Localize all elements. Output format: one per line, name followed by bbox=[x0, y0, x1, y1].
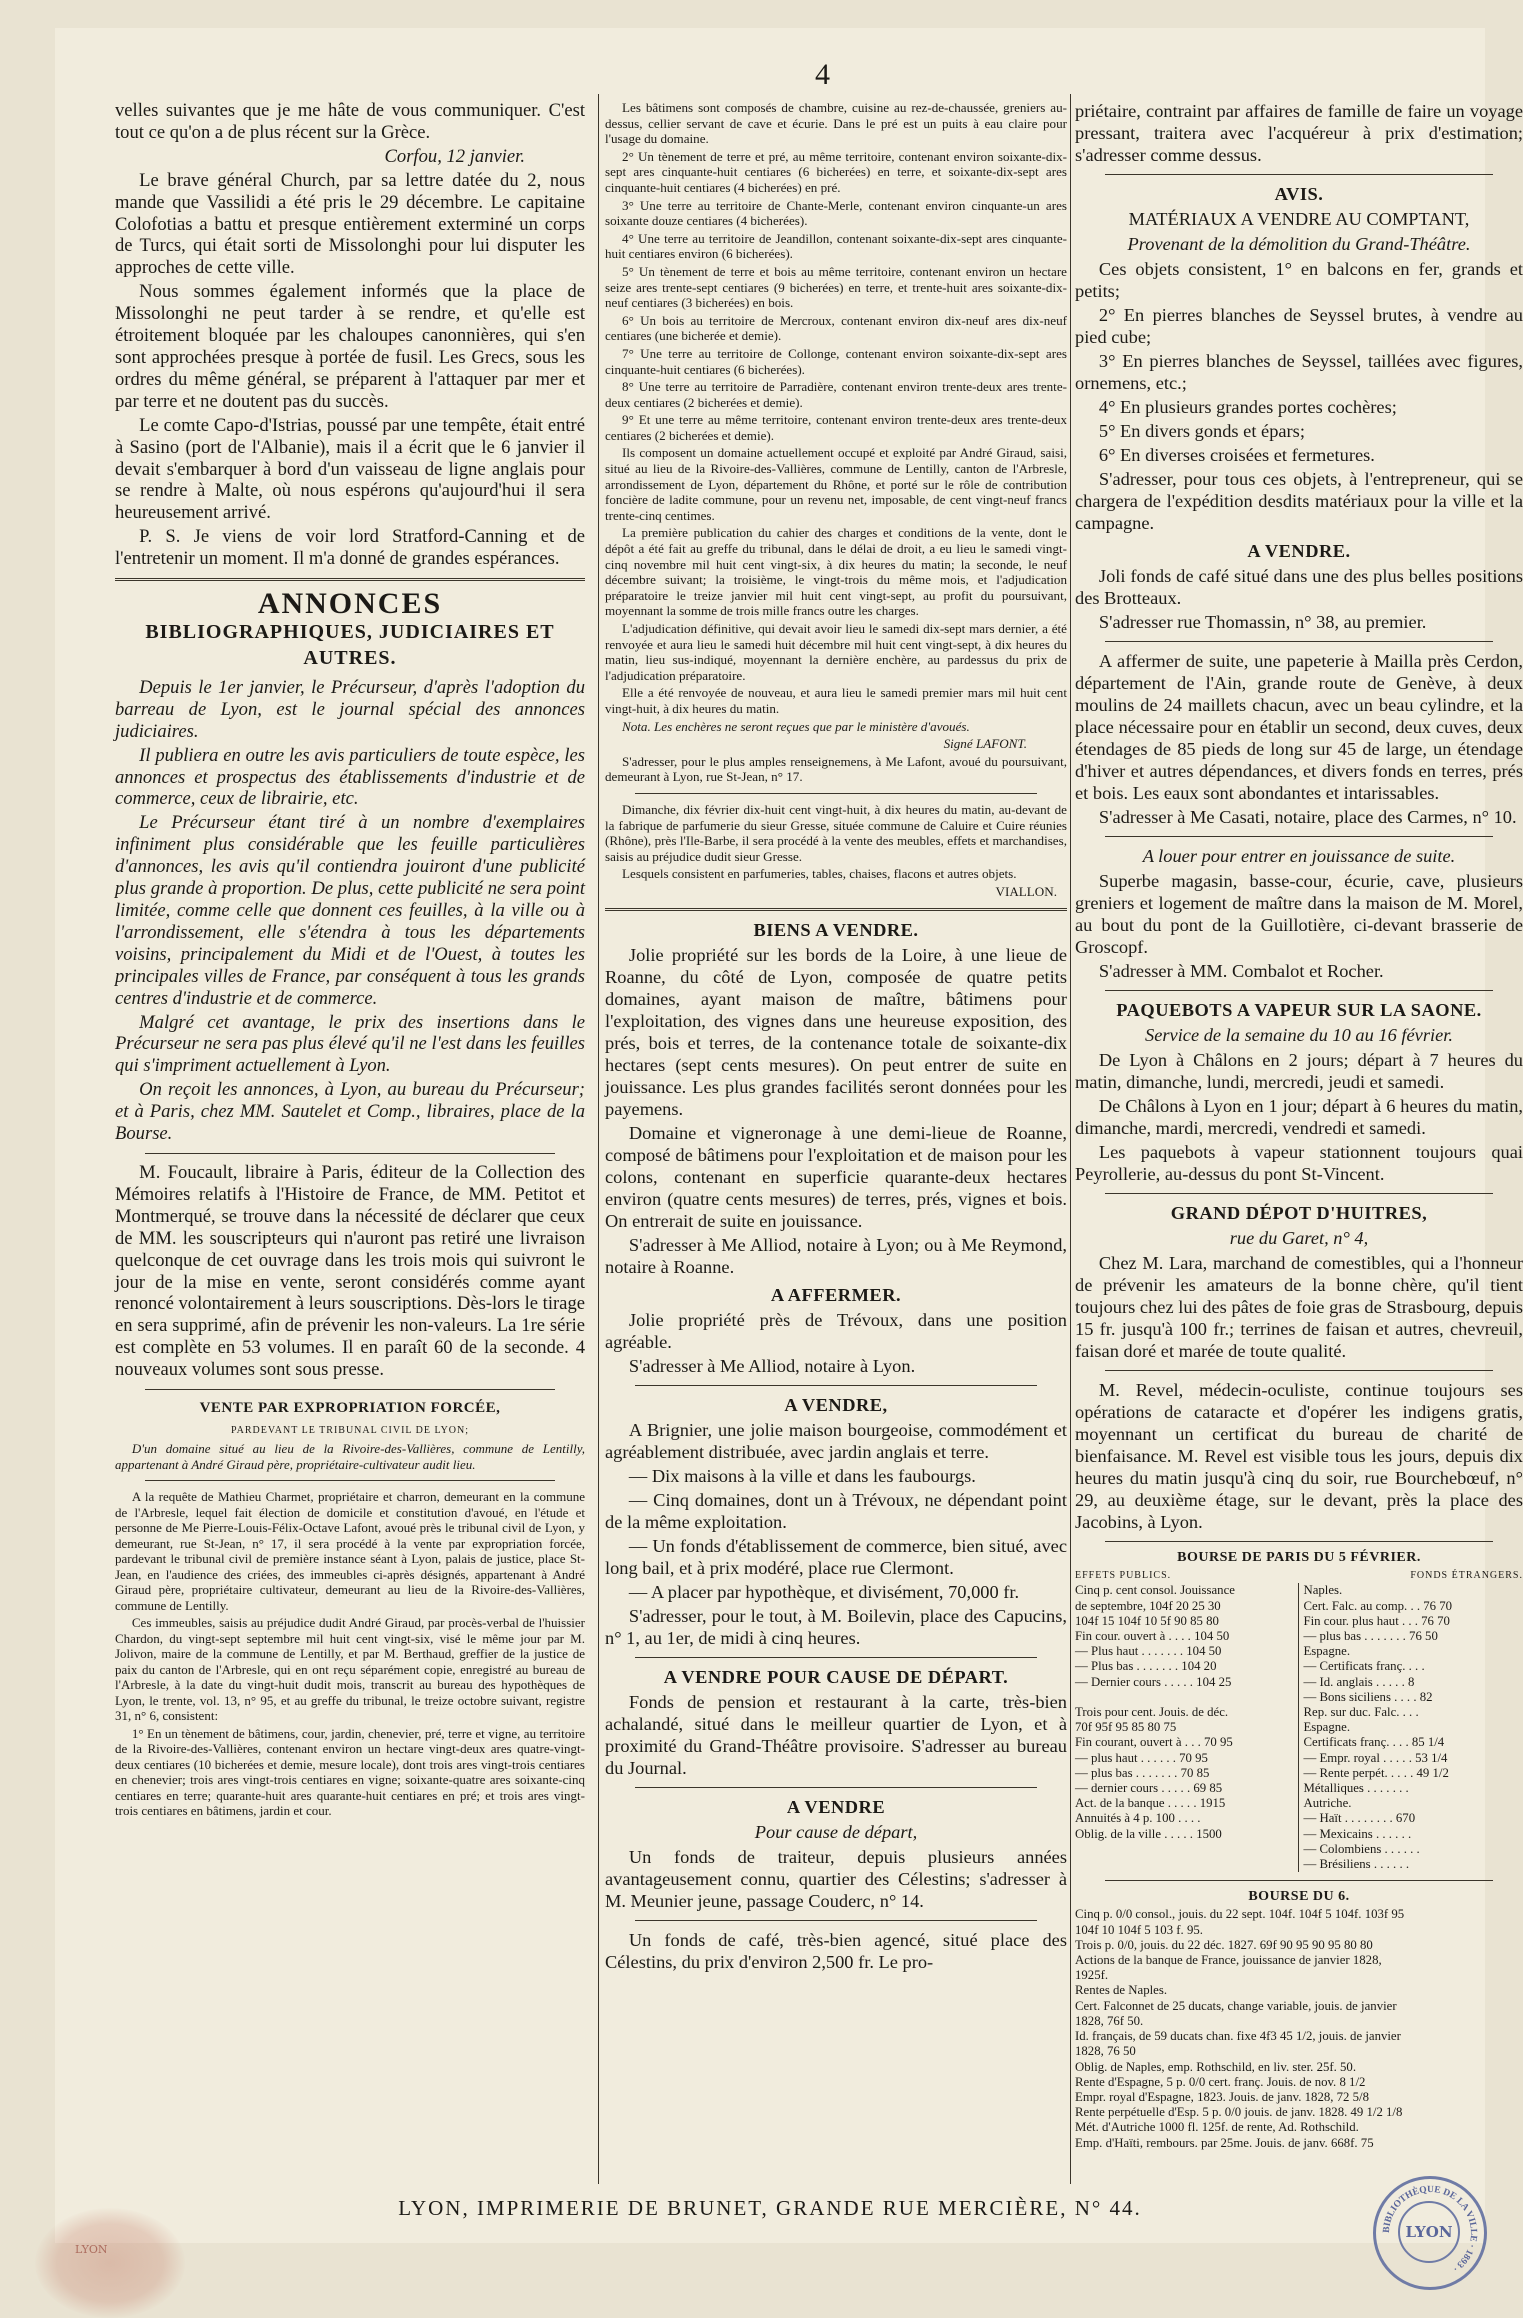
divider bbox=[605, 908, 1067, 911]
bourse-line: Naples. bbox=[1303, 1583, 1343, 1598]
vente-paragraph: 8° Une terre au territoire de Parradière, contenant environ trente-deux ares trente-deux centiares (2 bicherées et demie). bbox=[605, 379, 1067, 410]
bourse-line: Fin cour. plus haut . . . 76 70 bbox=[1303, 1613, 1450, 1628]
column-rule-2 bbox=[1070, 94, 1071, 2184]
bourse-line bbox=[1075, 1690, 1295, 1705]
bourse-line: — Certificats franç. . . . bbox=[1303, 1659, 1425, 1674]
avis-title: AVIS. bbox=[1274, 184, 1324, 204]
bourse-line: Autriche. bbox=[1303, 1796, 1352, 1811]
bourse-line: Cinq p. cent consol. Jouissance bbox=[1075, 1583, 1235, 1598]
bourse-line: — plus bas . . . . . . . 70 85 bbox=[1075, 1765, 1210, 1780]
bourse-line: — Plus bas . . . . . . . 104 20 bbox=[1075, 1659, 1217, 1674]
bourse-line: — Rente perpét. . . . . 49 1/2 bbox=[1303, 1765, 1449, 1780]
postscript: P. S. Je viens de voir lord Stratford-Canning et de l'entretenir un moment. Il m'a donné de grandes espérances. bbox=[115, 526, 585, 570]
bourse-line: Annuités à 4 p. 100 . . . . bbox=[1075, 1811, 1201, 1826]
divider bbox=[145, 1153, 555, 1154]
bourse-line: Trois pour cent. Jouis. de déc. bbox=[1075, 1705, 1229, 1720]
annonce-paragraph: Depuis le 1er janvier, le Précurseur, d'après l'adoption du barreau de Lyon, est le journal spécial des annonces judiciaires. bbox=[115, 676, 585, 742]
vente-paragraph: Les bâtimens sont composés de chambre, cuisine au rez-de-chaussée, greniers au-dessus, cellier servant de cave et écurie. Dans le pré est un puits à eau claire pour l'usage du domaine. bbox=[605, 100, 1067, 147]
vendre-paragraph: — Dix maisons à la ville et dans les faubourgs. bbox=[628, 1465, 976, 1486]
bourse-columns bbox=[1075, 1583, 1523, 1872]
bourse6-line: 1828, 76 50 bbox=[1075, 2044, 1136, 2059]
divider bbox=[145, 1480, 555, 1481]
bourse6-line: Cert. Falconnet de 25 ducats, change variable, jouis. de janvier bbox=[1075, 1998, 1397, 2013]
a-vendre-paragraph: Joli fonds de café situé dans une des plus belles positions des Brotteaux. bbox=[1075, 566, 1523, 608]
bourse-line: — Plus haut . . . . . . . 104 50 bbox=[1075, 1644, 1222, 1659]
vente-paragraph: 2° Un tènement de terre et pré, au même territoire, contenant environ soixante-dix-sept ares cinquante-huit centiares (6 bicherées) en terre, et soixante-dix-sept ares cinquante-huit centiares (4 bicherées) en pré. bbox=[605, 148, 1067, 195]
annonces-title: ANNONCES bbox=[257, 587, 443, 621]
bourse-line: Act. de la banque . . . . . 1915 bbox=[1075, 1796, 1226, 1811]
bourse6-line: 1925f. bbox=[1075, 1968, 1109, 1983]
vente-subtitle: PARDEVANT LE TRIBUNAL CIVIL DE LYON; bbox=[230, 1424, 470, 1436]
annonces-subtitle: BIBLIOGRAPHIQUES, JUDICIAIRES ET AUTRES. bbox=[145, 620, 555, 669]
bourse-line: — plus bas . . . . . . . 76 50 bbox=[1303, 1629, 1438, 1644]
red-library-stamp: LYON bbox=[35, 2208, 185, 2318]
avis-subtitle-2: Provenant de la démolition du Grand-Théâtre. bbox=[1127, 234, 1471, 254]
bourse6-line: Emp. d'Haïti, rembours. par 25me. Jouis. de janv. 668f. 75 bbox=[1075, 2135, 1374, 2150]
bourse-line: — Haït . . . . . . . . 670 bbox=[1303, 1811, 1416, 1826]
materiaux-item: 4° En plusieurs grandes portes cochères; bbox=[1098, 397, 1397, 417]
bourse6-line: Rentes de Naples. bbox=[1075, 1983, 1168, 1998]
vente-paragraph: A la requête de Mathieu Charmet, propriétaire et charron, demeurant en la commune de l'Arbresle, lequel fait élection de domicile et constitution d'avoué, en l'étude et personne de Me Pierre-Louis-Félix-Octave Lafont, avoué près le tribunal civil de Lyon, y demeurant, rue St-Jean, n° 17, il sera procédé à la vente par expropriation forcée, pardevant le tribunal civil de première instance séant à Lyon, palais de justice, place St-Jean, en l'audience des criées, des immeubles ci-après désignés, appartenant à André Giraud père, propriétaire cultivateur, demeurant au lieu de la Rivoire-des-Vallières, commune de Lentilly. bbox=[115, 1489, 585, 1613]
paquebots-paragraph: Les paquebots à vapeur stationnent toujours quai Peyrollerie, au-dessus du pont St-Vincent. bbox=[1075, 1142, 1523, 1184]
biens-paragraph: Domaine et vigneronage à une demi-lieue de Roanne, composé de bâtimens pour l'exploitation et de maison pour les colons, contenant en superficie quarante-deux hectares environ (quatre cents mesures) de terres, prés, vignes et bois. On entrerait de suite en jouissance. bbox=[605, 1122, 1067, 1231]
column-3 bbox=[1075, 100, 1523, 2180]
bourse6-line: 1828, 76f 50. bbox=[1075, 2013, 1144, 2028]
louer-paragraph: Superbe magasin, basse-cour, écurie, cave, plusieurs greniers et logement de maître dans la maison de M. Morel, au bout du pont de la Guillotière, ci-devant brasserie de Groscopf. bbox=[1075, 871, 1523, 957]
affermer-paragraph: S'adresser à Me Alliod, notaire à Lyon. bbox=[628, 1355, 916, 1376]
paquebots-paragraph: De Châlons à Lyon en 1 jour; départ à 6 heures du matin, dimanche, mardi, mercredi, vendredi et samedi. bbox=[1075, 1096, 1523, 1138]
divider bbox=[635, 1657, 1037, 1658]
vente-meubles: Dimanche, dix février dix-huit cent vingt-huit, à dix heures du matin, au-devant de la fabrique de parfumerie du sieur Gresse, située commune de Caluire et Cuire réunies (Rhône), près l'Ile-Barbe, il sera procédé à la vente des meubles, effets et marchandises, saisis au préjudice dudit sieur Gresse. bbox=[605, 801, 1067, 864]
bourse-title: BOURSE DE PARIS DU 5 FÉVRIER. bbox=[1177, 1550, 1421, 1565]
bourse6-line: Rente d'Espagne, 5 p. 0/0 cert. franç. Jouis. de nov. 8 1/2 bbox=[1075, 2074, 1366, 2089]
vente-paragraph: La première publication du cahier des charges et conditions de la vente, dont le dépôt a été fait au greffe du tribunal, dans le délai de droit, a eu lieu le samedi vingt-cinq novembre mil huit cent vingt-six, à dix heures du matin; la seconde, le neuf décembre suivant; la troisième, le vingt-trois du même mois, et l'adjudication préparatoire le treize janvier mil huit cent vingt-sept, au profit du poursuivant, moyennant la somme de trois mille francs outre les charges. bbox=[605, 525, 1067, 619]
bourse-line: — Empr. royal . . . . . 53 1/4 bbox=[1303, 1750, 1448, 1765]
bourse-line: 104f 15 104f 10 5f 90 85 80 bbox=[1075, 1613, 1219, 1628]
paquebots-title: PAQUEBOTS A VAPEUR SUR LA SAONE. bbox=[1116, 1000, 1482, 1020]
divider bbox=[1105, 1193, 1493, 1194]
bourse-line: — Colombiens . . . . . . bbox=[1303, 1841, 1420, 1856]
news-paragraph: velles suivantes que je me hâte de vous communiquer. C'est tout ce qu'on a de plus récent sur la Grèce. bbox=[115, 100, 585, 143]
vente-paragraph: 4° Une terre au territoire de Jeandillon, contenant soixante-dix-sept ares cinquante-huit centiares environ (6 bicherées). bbox=[605, 230, 1067, 262]
bourse-line: Certificats franç. . . . 85 1/4 bbox=[1303, 1735, 1445, 1750]
bourse6-line: 104f 10 104f 5 103 f. 95. bbox=[1075, 1922, 1203, 1937]
divider bbox=[1105, 1880, 1493, 1881]
annonce-paragraph: On reçoit les annonces, à Lyon, au bureau du Précurseur; et à Paris, chez MM. Sautelet et Comp., libraires, place de la Bourse. bbox=[115, 1079, 585, 1145]
signature: VIALLON. bbox=[995, 883, 1057, 899]
bourse-line: 70f 95f 95 85 80 75 bbox=[1075, 1720, 1177, 1735]
paquebots-paragraph: De Lyon à Châlons en 2 jours; départ à 7 heures du matin, dimanche, lundi, mercredi, jeudi et samedi. bbox=[1075, 1050, 1523, 1092]
huitres-paragraph: Chez M. Lara, marchand de comestibles, qui a l'honneur de prévenir les amateurs de la bonne chère, qu'il tient toujours chez lui des pâtes de foie gras de Strasbourg, depuis 15 fr. jusqu'à 100 fr.; terrines de faisan et autres, chevreuil, faisan doré et marée de toute qualité. bbox=[1075, 1253, 1523, 1361]
vendre-paragraph: — A placer par hypothèque, et divisément, 70,000 fr. bbox=[628, 1581, 1020, 1602]
vendre2-paragraph: Un fonds de café, très-bien agencé, situé place des Célestins, du prix d'environ 2,500 fr. Le pro- bbox=[605, 1929, 1067, 1972]
affermer-paragraph: Jolie propriété près de Trévoux, dans une position agréable. bbox=[605, 1309, 1067, 1352]
vente-description: D'un domaine situé au lieu de la Rivoire-des-Vallières, commune de Lentilly, appartenant à André Giraud père, propriétaire-cultivateur audit lieu. bbox=[115, 1441, 585, 1472]
bourse-line: Oblig. de la ville . . . . . 1500 bbox=[1075, 1826, 1222, 1841]
divider bbox=[1105, 836, 1493, 837]
bourse-line: Métalliques . . . . . . . bbox=[1303, 1781, 1409, 1796]
bourse6-line: Cinq p. 0/0 consol., jouis. du 22 sept. 104f. 104f 5 104f. 103f 95 bbox=[1075, 1907, 1405, 1922]
bourse-line: — Bons siciliens . . . . 82 bbox=[1303, 1689, 1433, 1704]
vente-paragraph: 5° Un tènement de terre et bois au même territoire, contenant environ un hectare seize ares trente-sept centiares (9 bicherées) en terre, et trente-huit ares soixante-dix-neuf centiares (3 bicherées) en bois. bbox=[605, 263, 1067, 311]
bourse-line: Espagne. bbox=[1303, 1644, 1351, 1659]
vente-paragraph: Elle a été renvoyée de nouveau, et aura lieu le samedi premier mars mil huit cent vingt-huit, à dix heures du matin. bbox=[605, 685, 1067, 716]
vente-paragraph: S'adresser, pour le plus amples renseignemens, à Me Lafont, avoué du poursuivant, demeurant à Lyon, rue St-Jean, n° 17. bbox=[605, 753, 1067, 785]
vendre-paragraph: S'adresser, pour le tout, à M. Boilevin, place des Capucins, n° 1, au 1er, de midi à cinq heures. bbox=[605, 1605, 1067, 1648]
news-paragraph: Le brave général Church, par sa lettre datée du 2, nous mande que Vassilidi a été pris le 29 décembre. Le capitaine Colofotias a battu et presque entièrement exterminé un corps de Turcs, qui était sorti de Missolonghi pour lui disputer les approches de cette ville. bbox=[115, 169, 585, 279]
bourse6-line: Id. français, de 59 ducats chan. fixe 4f3 45 1/2, jouis. de janvier bbox=[1075, 2029, 1401, 2044]
revel-paragraph: M. Revel, médecin-oculiste, continue toujours ses opérations de cataracte et d'opérer les indigens gratis, moyennant un certificat du bureau de charité de bienfaisance. M. Revel est visible tous les jours, depuis dix heures du matin jusqu'à cinq du soir, rue Bourchebœuf, n° 29, au deuxième étage, sur le devant, près la place des Jacobins, à Lyon. bbox=[1075, 1380, 1523, 1532]
bourse6-line: Trois p. 0/0, jouis. du 22 déc. 1827. 69f 90 95 90 95 80 80 bbox=[1075, 1937, 1373, 1952]
column-1 bbox=[115, 100, 585, 2170]
bourse-header-right: FONDS ÉTRANGERS. bbox=[1410, 1570, 1523, 1582]
materiaux-item: S'adresser, pour tous ces objets, à l'entrepreneur, qui se chargera de l'expédition desdits matériaux pour la ville et la campagne. bbox=[1075, 469, 1523, 533]
news-paragraph: Nous sommes également informés que la place de Missolonghi ne peut tarder à se rendre, et qu'elle est étroitement bloquée par les chaloupes canonnières, qui s'en sont approchées presque à portée de fusil. Les Grecs, sous les ordres du même général, se préparent à l'attaquer par mer et par terre et ne doutent pas du succès. bbox=[115, 281, 585, 412]
vente-paragraph: 9° Et une terre au même territoire, contenant environ trente-deux ares trente-deux centiares (2 bicherées et demie). bbox=[605, 412, 1067, 443]
bourse6-line: Oblig. de Naples, emp. Rothschild, en liv. ster. 25f. 50. bbox=[1075, 2059, 1357, 2074]
affermer-title: A AFFERMER. bbox=[770, 1284, 902, 1305]
bourse-line: de septembre, 104f 20 25 30 bbox=[1075, 1598, 1221, 1613]
bourse-left-column bbox=[1075, 1583, 1295, 1872]
vendre-paragraph: — Cinq domaines, dont un à Trévoux, ne dépendant point de la même exploitation. bbox=[605, 1489, 1067, 1532]
biens-paragraph: Jolie propriété sur les bords de la Loire, à une lieue de Roanne, du côté de Lyon, composée de quatre petits domaines, ayant maison de maître, bâtimens pour l'exploitation, des vignes dans une heureuse exposition, des prés, bois et terres, de la contenance totale de soixante-dix hectares (sept cents mesures). On peut entrer de suite en jouissance. Les plus grandes facilités seront données pour les payemens. bbox=[605, 944, 1067, 1119]
louer-paragraph: S'adresser à MM. Combalot et Rocher. bbox=[1098, 961, 1384, 981]
bourse6-line: Empr. royal d'Espagne, 1823. Jouis. de janv. 1828, 72 5/8 bbox=[1075, 2089, 1369, 2104]
bourse-right-column bbox=[1298, 1583, 1523, 1872]
bourse-line: — Id. anglais . . . . . 8 bbox=[1303, 1674, 1415, 1689]
materiaux-item: 2° En pierres blanches de Seyssel brutes, à vendre au pied cube; bbox=[1075, 305, 1523, 347]
bourse-line: Rep. sur duc. Falc. . . . bbox=[1303, 1705, 1419, 1720]
stamp-center: LYON bbox=[1398, 2201, 1460, 2263]
vente-paragraph: 3° Une terre au territoire de Chante-Merle, contenant environ cinquante-un ares soixante douze centiares (4 bicherées). bbox=[605, 197, 1067, 229]
divider bbox=[1105, 1370, 1493, 1371]
bourse-table bbox=[1075, 1550, 1523, 2151]
biens-title: BIENS A VENDRE. bbox=[753, 919, 919, 940]
bourse6-line: Actions de la banque de France, jouissance de janvier 1828, bbox=[1075, 1953, 1382, 1968]
svg-text:BIBLIOTHÈQUE DE LA VILLE · 189: BIBLIOTHÈQUE DE LA VILLE · 1893 · bbox=[1381, 2184, 1479, 2274]
a-vendre-paragraph: S'adresser rue Thomassin, n° 38, au premier. bbox=[1098, 612, 1427, 632]
cafe-continuation: priétaire, contraint par affaires de famille de faire un voyage pressant, traitera avec l'acquéreur à prix d'estimation; s'adresser comme dessus. bbox=[1075, 101, 1523, 165]
depart-title: A VENDRE POUR CAUSE DE DÉPART. bbox=[663, 1666, 1009, 1687]
vente-title: VENTE PAR EXPROPRIATION FORCÉE, bbox=[199, 1400, 501, 1417]
vendre-paragraph: A Brignier, une jolie maison bourgeoise, commodément et agréablement distribuée, avec jardin anglais et terre. bbox=[605, 1419, 1067, 1462]
papeterie-paragraph: S'adresser à Me Casati, notaire, place des Carmes, n° 10. bbox=[1098, 807, 1517, 827]
materiaux-item: Ces objets consistent, 1° en balcons en fer, grands et petits; bbox=[1075, 259, 1523, 301]
bourse6-title: BOURSE DU 6. bbox=[1248, 1889, 1350, 1905]
bourse-line: — Dernier cours . . . . . 104 25 bbox=[1075, 1674, 1232, 1689]
vente-paragraph: 1° En un tènement de bâtimens, cour, jardin, chenevier, pré, terre et vigne, au territoire de la Rivoire-des-Vallières, contenant environ un hectare vingt-deux ares quatre-vingt-deux centiares (10 bicherées et demie, mesure locale), dont trois ares vingt-trois centiares en chenevier; trois ares vingt-trois centiares en vigne; soixante-quatre ares soixante-cinq centiares en terre; quarante-huit ares quarante-huit centiares en pré; et trois ares vingt-trois centiares en bâtimens, jardin et cour. bbox=[115, 1725, 585, 1819]
divider bbox=[635, 1787, 1037, 1788]
divider bbox=[145, 1389, 555, 1390]
bourse6-lines bbox=[1075, 1907, 1523, 2150]
annonce-paragraph: Le Précurseur étant tiré à un nombre d'exemplaires infiniment plus considérable que les feuille particulières d'annonces, les avis qu'il contiendra jouiront d'une publicité plus grande à proportion. De plus, cette publicité ne sera point limitée, comme celle que donnent ces feuilles, à la ville ou à l'arrondissement, elle s'étendra à tous les départements voisins, principalement du Midi et de l'Ouest, à toutes les principales villes de France, par conséquent à tous les grands centres d'industrie et de commerce. bbox=[115, 812, 585, 1009]
divider bbox=[635, 1920, 1037, 1921]
divider bbox=[635, 1385, 1037, 1386]
imprint-footer: LYON, IMPRIMERIE DE BRUNET, GRANDE RUE MERCIÈRE, N° 44. bbox=[398, 2196, 1142, 2220]
dateline: Corfou, 12 janvier. bbox=[384, 145, 525, 167]
foucault-notice: M. Foucault, libraire à Paris, éditeur de la Collection des Mémoires relatifs à l'Histoire de France, de MM. Petitot et Montmerqué, se trouve dans la nécessité de déclarer que ceux de MM. les souscripteurs qui n'auront pas retiré une livraison quelconque de cet ouvrage dans les trois mois qui suivront le jour de la mise en vente, seront considérés comme ayant renoncé volontairement à leurs souscriptions. Dès-lors le tirage en sera supprimé, afin de prévenir les non-valeurs. La 1re série est complète en 53 volumes. Il en paraît 60 de la seconde. 4 nouveaux volumes sont sous presse. bbox=[115, 1161, 585, 1381]
vendre-title: A VENDRE, bbox=[784, 1394, 888, 1415]
divider bbox=[1105, 1541, 1493, 1542]
vendre2-title: A VENDRE bbox=[786, 1796, 886, 1817]
bourse-line: — Brésiliens . . . . . . bbox=[1303, 1857, 1410, 1872]
materiaux-item: 6° En diverses croisées et fermetures. bbox=[1098, 445, 1375, 465]
bourse-line: — plus haut . . . . . . 70 95 bbox=[1075, 1750, 1208, 1765]
newspaper-page bbox=[55, 28, 1523, 2274]
materiaux-item: 5° En divers gonds et épars; bbox=[1098, 421, 1305, 441]
louer-title: A louer pour entrer en jouissance de suite. bbox=[1142, 846, 1456, 866]
avis-subtitle: MATÉRIAUX A VENDRE AU COMPTANT, bbox=[1128, 209, 1470, 229]
bourse-line: Fin cour. ouvert à . . . . 104 50 bbox=[1075, 1629, 1230, 1644]
depart-paragraph: Fonds de pension et restaurant à la carte, très-bien achalandé, situé dans le meilleur quartier de Lyon, et à proximité du Grand-Théâtre provisoire. S'adresser au bureau du Journal. bbox=[605, 1691, 1067, 1778]
column-2 bbox=[605, 100, 1067, 2180]
bourse-header bbox=[1075, 1568, 1523, 1583]
huitres-subtitle: rue du Garet, n° 4, bbox=[1229, 1228, 1369, 1248]
vente-paragraph: 7° Une terre au territoire de Collonge, contenant environ soixante-dix-sept ares cinquante-huit centiares (6 bicherées). bbox=[605, 345, 1067, 377]
materiaux-item: 3° En pierres blanches de Seyssel, taillées avec figures, ornemens, etc.; bbox=[1075, 351, 1523, 393]
vente-meubles: Lesquels consistent en parfumeries, tables, chaises, flacons et autres objets. bbox=[622, 866, 1017, 882]
a-vendre-title: A VENDRE. bbox=[1247, 541, 1351, 561]
bourse-line: Espagne. bbox=[1303, 1720, 1351, 1735]
vente-paragraph: Ces immeubles, saisis au préjudice dudit André Giraud, par procès-verbal de l'huissier Chardon, du vingt-sept septembre mil huit cent vingt-six, visé le même jour par M. Jolivon, maire de la commune de Lentilly, et par M. Berthaud, greffier de la justice de paix du canton de l'Arbresle, qui en ont reçu séparément copie, enregistré au bureau de l'Arbresle, à la date du vingt-huit dudit mois, transcrit au bureau des hypothèques de Lyon, le trente, vol. 13, n° 95, et au greffe du tribunal, le treize octobre suivant, registre 31, n° 6, consistent: bbox=[115, 1615, 585, 1724]
divider bbox=[1105, 641, 1493, 642]
bourse-line: — Mexicains . . . . . . bbox=[1303, 1826, 1412, 1841]
vendre2-paragraph: Un fonds de traiteur, depuis plusieurs années avantageusement connu, quartier des Célestins; s'adresser à M. Meunier jeune, passage Couderc, n° 14. bbox=[605, 1846, 1067, 1911]
bourse-line: Cert. Falc. au comp. . . 76 70 bbox=[1303, 1598, 1453, 1613]
annonce-paragraph: Malgré cet avantage, le prix des insertions dans le Précurseur ne sera pas plus élevé qu'il ne l'est dans les feuilles qui s'impriment actuellement à Lyon. bbox=[115, 1011, 585, 1077]
divider bbox=[1105, 174, 1493, 175]
page-number: 4 bbox=[815, 58, 830, 91]
bourse-line: Fin courant, ouvert à . . . 70 95 bbox=[1075, 1735, 1233, 1750]
biens-paragraph: S'adresser à Me Alliod, notaire à Lyon; ou à Me Reymond, notaire à Roanne. bbox=[605, 1234, 1067, 1277]
library-stamp bbox=[1373, 2176, 1487, 2290]
papeterie-paragraph: A affermer de suite, une papeterie à Mailla près Cerdon, département de l'Ain, grande route de Genève, à deux moulins de 24 maillets chacun, avec un beau cylindre, et la place nécessaire pour en établir un second, deux cuves, deux étendages de 85 pieds de long sur 45 de large, un étendage d'hiver et autres dépendances, et divers fonds en terres, prés et bois. Les eaux sont abondantes et intarissables. bbox=[1075, 651, 1523, 803]
divider bbox=[115, 578, 585, 581]
vendre-paragraph: — Un fonds d'établissement de commerce, bien situé, avec long bail, et à prix modéré, place rue Clermont. bbox=[605, 1535, 1067, 1578]
signature: Signé LAFONT. bbox=[943, 736, 1027, 752]
paquebots-subtitle: Service de la semaine du 10 au 16 février. bbox=[1145, 1025, 1453, 1045]
bourse6-line: Rente perpétuelle d'Esp. 5 p. 0/0 jouis. de janv. 1828. 49 1/2 1/8 bbox=[1075, 2105, 1403, 2120]
vente-nota: Nota. Les enchères ne seront reçues que par le ministère d'avoués. bbox=[622, 718, 970, 734]
huitres-title: GRAND DÉPOT D'HUITRES, bbox=[1170, 1203, 1428, 1223]
divider bbox=[1105, 990, 1493, 991]
bourse6-line: Mét. d'Autriche 1000 fl. 125f. de rente, Ad. Rothschild. bbox=[1075, 2120, 1359, 2135]
column-rule-1 bbox=[598, 94, 599, 2184]
vente-paragraph: 6° Un bois au territoire de Mercroux, contenant environ dix-neuf ares dix-neuf centiares (une bicherée et demie). bbox=[605, 312, 1067, 344]
annonce-paragraph: Il publiera en outre les avis particuliers de toute espèce, les annonces et prospectus des établissements d'industrie et de commerce, ceux de librairie, etc. bbox=[115, 744, 585, 810]
bourse-line: — dernier cours . . . . . 69 85 bbox=[1075, 1781, 1223, 1796]
bourse-header-left: EFFETS PUBLICS. bbox=[1075, 1570, 1172, 1582]
vente-paragraph: Ils composent un domaine actuellement occupé et exploité par André Giraud, saisi, situé au lieu de la Rivoire-des-Vallières, commune de Lentilly, canton de l'Arbresle, arrondissement de Lyon, département du Rhône, et porté sur le rôle de contribution foncière de ladite commune, pour un revenu net, imposable, de cent vingt-neuf francs trente-cinq centimes. bbox=[605, 445, 1067, 523]
news-paragraph: Le comte Capo-d'Istrias, poussé par une tempête, était entré à Sasino (port de l'Albanie), mais il a écrit que le 6 janvier il devait s'embarquer à bord d'un vaisseau de ligne anglais pour se rendre à Malte, où nous espérons qu'aujourd'hui il sera heureusement arrivé. bbox=[115, 414, 585, 524]
vendre2-subtitle: Pour cause de départ, bbox=[754, 1821, 918, 1842]
vente-paragraph: L'adjudication définitive, qui devait avoir lieu le samedi dix-sept mars dernier, a été renvoyée et aura lieu le samedi huit décembre mil huit cent vingt-sept, à dix heures du matin, lieu sus-indiqué, moyennant la dernière enchère, au pardessus du prix de l'adjudication préparatoire. bbox=[605, 621, 1067, 683]
divider bbox=[635, 793, 1037, 794]
